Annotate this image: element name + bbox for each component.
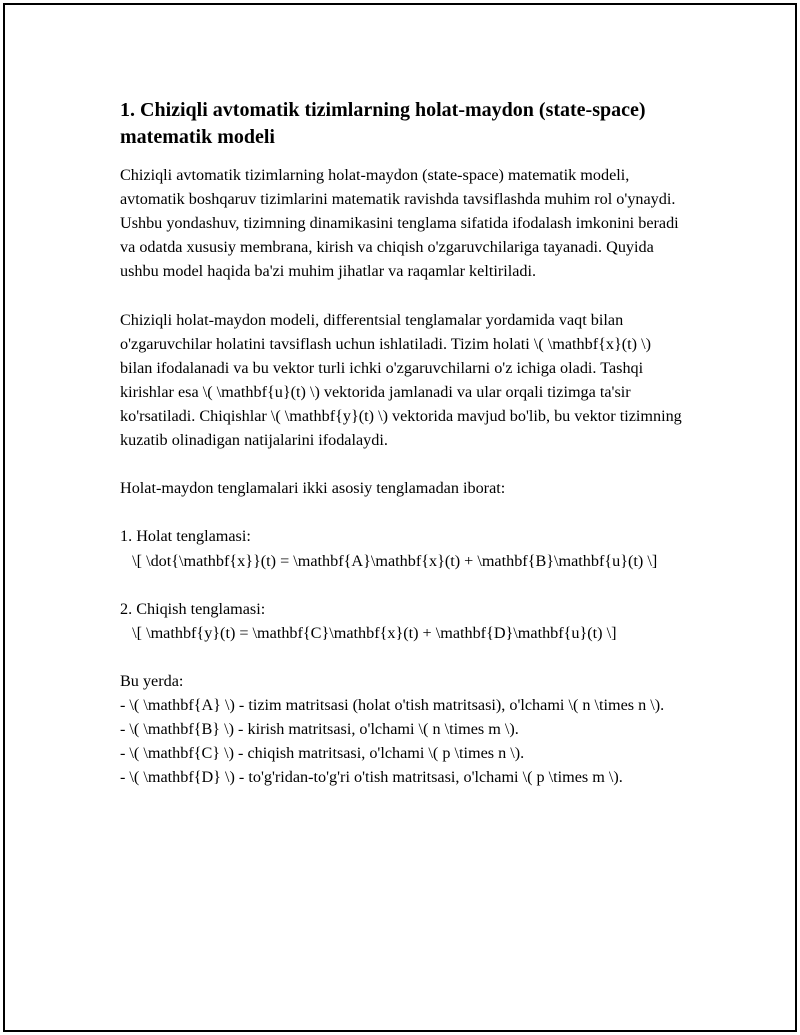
document-body: Chiziqli avtomatik tizimlarning holat-maydon (state-space) matematik modeli, avtomatik boshqaruv tizimlarini matematik ravishda tavsiflashda muhim rol o'ynaydi. Ushbu yondashuv, tizimning dinamikasini tenglama sifatida ifodalash imkonini beradi va odatda xususiy membrana, kirish va chiqish o'zgaruvchilariga tayanadi. Quyida ushbu model haqida ba'zi muhim jihatlar va raqamlar keltiriladi. Chiziqli holat-maydon modeli, differentsial tenglamalar yordamida vaqt bilan o'zgaruvchilar holatini tavsiflash uchun ishlatiladi. Tizim holati \( \mathbf{x}(t) \) bilan ifodalanadi va bu vektor turli ichki o'zgaruvchilarni o'z ichiga oladi. Tashqi kirishlar esa \( \mathbf{u}(t) \) vektorida jamlanadi va ular orqali tizimga ta'sir ko'rsatiladi. Chiqishlar \( \mathbf{y}(t) \) vektorida mavjud bo'lib, bu vektor tizimning kuzatib olinadigan natijalarini ifodalaydi. Holat-maydon tenglamalari ikki asosiy tenglamadan iborat: 1. Holat tenglamasi: \[ \dot{\mathbf{x}}(t) = \mathbf{A}\mathbf{x}(t) + \mathbf{B}\mathbf{u}(t) \] 2. Chiqish tenglamasi: \[ \mathbf{y}(t) = \mathbf{C}\mathbf{x}(t) + \mathbf{D}\mathbf{u}(t) \] Bu yerda: - \( \mathbf{A} \) - tizim matritsasi (holat o'tish matritsasi), o'lchami \( n \times n \). - \( \mathbf{B} \) - kirish matritsasi, o'lchami \( n \times m \). - \( \mathbf{C} \) - chiqish matritsasi, o'lchami \( p \times n \). - \( \mathbf{D} \) - to'g'ridan-to'g'ri o'tish matritsasi, o'lchami \( p \times m \). xyxy=(120,166,682,787)
document-content xyxy=(120,97,685,789)
document-title: 1. Chiziqli avtomatik tizimlarning holat-maydon (state-space) matematik modeli xyxy=(120,99,646,148)
document-page xyxy=(3,3,797,1032)
